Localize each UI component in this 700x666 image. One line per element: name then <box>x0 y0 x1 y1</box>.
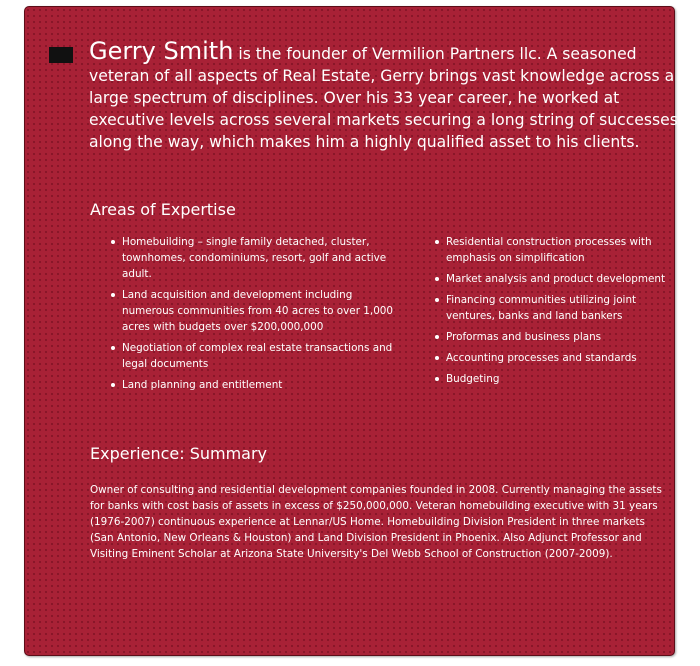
person-name: Gerry Smith <box>89 37 234 65</box>
experience-heading: Experience: Summary <box>90 444 268 463</box>
bio-panel <box>24 6 678 656</box>
expertise-heading: Areas of Expertise <box>90 200 236 219</box>
expertise-item: Financing communities utilizing joint ventures, banks and land bankers <box>435 292 685 324</box>
expertise-item: Negotiation of complex real estate transactions and legal documents <box>111 340 401 372</box>
expertise-item: Budgeting <box>435 371 685 387</box>
expertise-item: Proformas and business plans <box>435 329 685 345</box>
expertise-list-right <box>435 234 685 392</box>
expertise-item: Accounting processes and standards <box>435 350 685 366</box>
section-marker <box>49 47 73 63</box>
intro-paragraph <box>89 37 679 153</box>
expertise-item: Homebuilding – single family detached, cluster, townhomes, condominiums, resort, golf and active adult. <box>111 234 401 282</box>
intro-text: is the founder of Vermilion Partners llc. A seasoned veteran of all aspects of Real Estate, Gerry brings vast knowledge across a large spectrum of disciplines. Over his 33 year career, he worked at executive levels across several markets securing a long string of successes along the way, which makes him a highly qualified asset to his clients. <box>89 45 678 151</box>
expertise-list-left <box>111 234 401 398</box>
expertise-item: Land planning and entitlement <box>111 377 401 393</box>
expertise-item: Residential construction processes with emphasis on simplification <box>435 234 685 266</box>
experience-summary: Owner of consulting and residential development companies founded in 2008. Currently managing the assets for banks with cost basis of assets in excess of $250,000,000. Veteran homebuilding executive with 31 years (1976-2007) continuous experience at Lennar/US Home. Homebuilding Division President in three markets (San Antonio, New Orleans & Houston) and Land Division President in Phoenix. Also Adjunct Professor and Visiting Eminent Scholar at Arizona State University's Del Webb School of Construction (2007-2009). <box>90 484 662 560</box>
expertise-item: Land acquisition and development including numerous communities from 40 acres to over 1,000 acres with budgets over $200,000,000 <box>111 287 401 335</box>
expertise-item: Market analysis and product development <box>435 271 685 287</box>
